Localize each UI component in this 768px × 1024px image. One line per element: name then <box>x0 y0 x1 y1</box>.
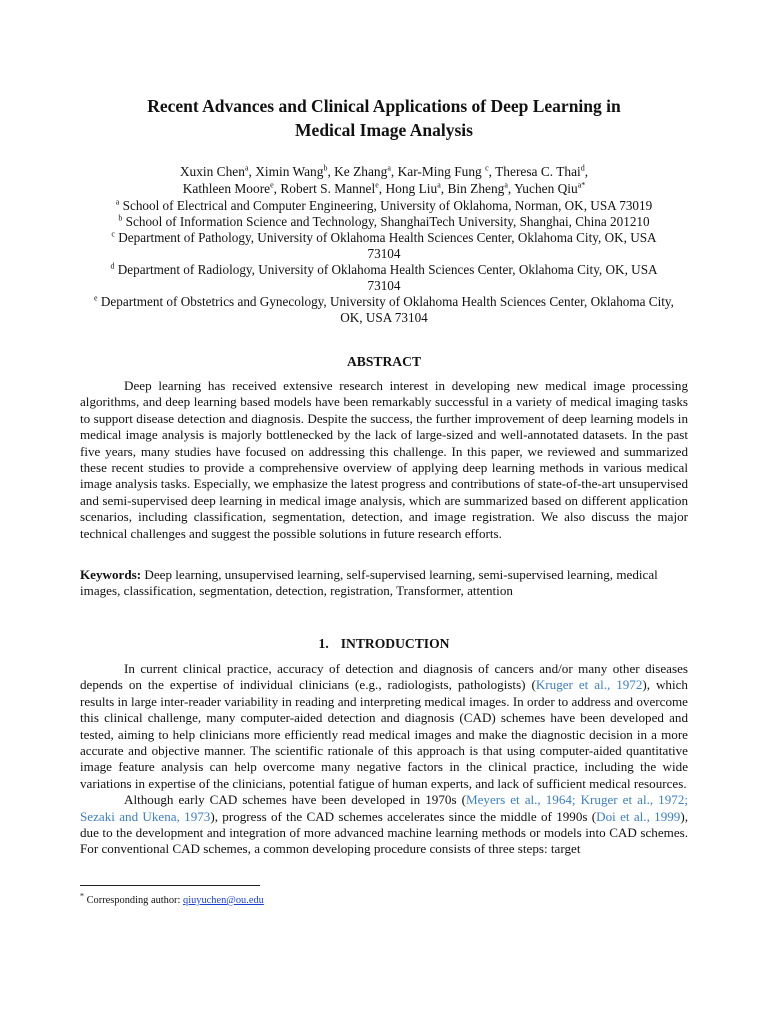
title-line-1: Recent Advances and Clinical Applications of Deep Learning in <box>147 96 621 116</box>
author-line-2: Kathleen Moore$^e$, Robert S. Mannel$^e$, Hong Liu$^a$, Bin Zheng$^a$, Yuchen Qiu$^{a*}$ <box>182 180 586 196</box>
author: Hong Liu$^a$ <box>385 180 441 196</box>
citation-link[interactable]: Meyers et al., 1964; Kruger et al., 1972; Sezaki and Ukena, 1973 <box>80 792 689 824</box>
abstract-text: Deep learning has received extensive research interest in developing new medical image processing algorithms, and deep learning based models have been remarkably successful in a variety of medical imaging tasks to support disease detection and diagnosis. Despite the success, the further improvement of deep learning models in medical image analysis is majorly bottlenecked by the lack of large-sized and well-annotated datasets. In the past five years, many studies have focused on addressing this challenge. In this paper, we reviewed and summarized these recent studies to provide a comprehensive overview of applying deep learning methods in various medical image analysis tasks. Especially, we emphasize the latest progress and contributions of state-of-the-art unsupervised and semi-supervised deep learning in medical image analysis, which are summarized based on different application scenarios, including classification, segmentation, detection, and image registration. We also discuss the major technical challenges and suggest the possible solutions in future research efforts. <box>80 378 688 541</box>
author: Theresa C. Thai$^d$ <box>495 163 585 179</box>
affiliation-a: $^a$ School of Electrical and Computer Engineering, University of Oklahoma, Norman, OK, USA 73019 <box>115 197 653 213</box>
footnote-divider <box>80 885 260 886</box>
corresponding-email-link[interactable]: qiuyuchen@ou.edu <box>183 895 264 906</box>
author: Yuchen Qiu$^{a*}$ <box>514 180 586 196</box>
title-line-2: Medical Image Analysis <box>295 120 473 140</box>
footnote-label: Corresponding author: <box>86 895 183 906</box>
section-number: 1. <box>318 636 329 651</box>
paper-title <box>80 94 688 142</box>
keywords-text: Deep learning, unsupervised learning, self-supervised learning, semi-supervised learning, medical images, classification, segmentation, detection, registration, Transformer, attention <box>80 567 658 599</box>
citation-link[interactable]: Kruger et al., 1972 <box>535 677 643 693</box>
footnote <box>80 891 688 907</box>
keywords-label: Keywords: <box>80 567 142 582</box>
author-line-1: Xuxin Chen$^a$, Ximin Wang$^b$, Ke Zhang$^a$, Kar-Ming Fung $^c$, Theresa C. Thai$^d$, <box>179 163 589 179</box>
abstract-heading: ABSTRACT <box>346 354 422 369</box>
author-list <box>60 163 708 197</box>
affiliation-b: $^b$ School of Information Science and Technology, ShanghaiTech University, Shanghai, China 201210 <box>118 213 650 229</box>
author: Ximin Wang$^b$ <box>255 163 328 179</box>
author: Ke Zhang$^a$ <box>334 163 391 179</box>
author: Kar-Ming Fung $^c$ <box>397 163 489 179</box>
author: Robert S. Mannel$^e$ <box>280 180 379 196</box>
citation-link[interactable]: Doi et al., 1999 <box>596 808 681 824</box>
intro-paragraph-2: Although early CAD schemes have been developed in 1970s (Meyers et al., 1964; Kruger et al., 1972; Sezaki and Ukena, 1973), progress of the CAD schemes accelerates since the middle of 1990s (Doi et al., 1999), due to the development and integration of more advanced machine learning methods or models into CAD schemes. For conventional CAD schemes, a common developing procedure consists of three steps: target <box>80 792 689 857</box>
affiliation-d: $^d$ Department of Radiology, University of Oklahoma Health Sciences Center, Oklahoma City, OK, USA 73104 <box>110 261 658 293</box>
section-title: INTRODUCTION <box>340 636 450 651</box>
author: Xuxin Chen$^a$ <box>179 163 249 179</box>
affiliation-c: $^c$ Department of Pathology, University of Oklahoma Health Sciences Center, Oklahoma City, OK, USA 73104 <box>111 229 657 261</box>
affiliation-e: $^e$ Department of Obstetrics and Gynecology, University of Oklahoma Health Sciences Center, Oklahoma City, OK, USA 73104 <box>94 293 674 325</box>
author: Kathleen Moore$^e$ <box>182 180 274 196</box>
footnote-mark: * <box>80 891 84 901</box>
author: Bin Zheng$^a$ <box>447 180 508 196</box>
intro-paragraph-1: In current clinical practice, accuracy of detection and diagnosis of cancers and/or many other diseases depends on the expertise of individual clinicians (e.g., radiologists, pathologists) (Kruger et al., 1972), which results in large inter-reader variability in reading and interpreting medical images. In order to address and overcome this clinical challenge, many computer-aided detection and diagnosis (CAD) schemes have been developed and tested, aiming to help clinicians more efficiently read medical images and make the diagnostic decision in a more accurate and objective manner. The scientific rationale of this approach is that using computer-aided quantitative image feature analysis can help overcome many negative factors in the clinical practice, including the wide variations in expertise of the clinicians, potential fatigue of human experts, and lack of sufficient medical resources. <box>80 661 688 791</box>
introduction-body <box>80 661 688 858</box>
section-heading-introduction <box>80 636 688 652</box>
affiliation-list <box>60 198 708 326</box>
keywords <box>80 567 688 600</box>
